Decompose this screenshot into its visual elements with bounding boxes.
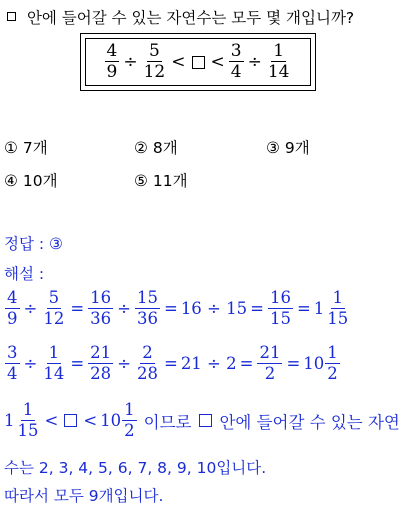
fraction-1-14: $\frac{1}{14}$ <box>267 41 290 82</box>
choice-3[interactable]: ③ 9개 <box>266 139 310 157</box>
div-sign: ÷ <box>247 52 262 72</box>
explanation-line-2: $\frac{3}{4}$ ÷ $\frac{1}{14}$ = $\frac{21}{28}$ ÷ $\frac{2}{28}$ = 21 ÷ 2 = $\frac{21}{2}$ = 10 $\frac{1}{2}$ <box>7 343 338 383</box>
choice-4[interactable]: ④ 10개 <box>4 172 58 190</box>
blank-box <box>199 414 212 427</box>
choice-5[interactable]: ⑤ 11개 <box>134 172 188 190</box>
choice-1[interactable]: ① 7개 <box>4 139 48 157</box>
div-sign: ÷ <box>123 52 138 72</box>
blank-box <box>64 414 77 427</box>
explanation-label: 해설 : <box>4 265 45 283</box>
explanation-line-5: 따라서 모두 9개입니다. <box>4 487 164 505</box>
less-than-sign: < <box>171 52 186 72</box>
expression-box <box>80 33 316 91</box>
fraction-4-9: $\frac{4}{9}$ <box>106 41 118 82</box>
answer-label: 정답 : <box>4 235 45 253</box>
less-than-sign: < <box>210 52 225 72</box>
fraction-5-12: $\frac{5}{12}$ <box>143 41 166 82</box>
explanation-line-4: 수는 2, 3, 4, 5, 6, 7, 8, 9, 10입니다. <box>4 459 267 477</box>
explanation-line-3: 1 $\frac{1}{15}$ < < 10 $\frac{1}{2}$ 이므로 안에 들어갈 수 있는 자연 <box>4 400 400 440</box>
choice-2[interactable]: ② 8개 <box>134 139 178 157</box>
explanation-line-1: $\frac{4}{9}$ ÷ $\frac{5}{12}$ = $\frac{16}{36}$ ÷ $\frac{15}{36}$ = 16 ÷ 15 = $\frac{16}{15}$ = 1 $\frac{1}{15}$ <box>7 288 349 328</box>
question-marker-box <box>7 12 16 21</box>
question-text: 안에 들어갈 수 있는 자연수는 모두 몇 개입니까? <box>26 9 355 27</box>
expression <box>85 38 311 86</box>
answer-value: ③ <box>49 235 63 253</box>
answer-line <box>4 232 63 254</box>
blank-box <box>192 56 205 69</box>
question-line <box>7 6 354 28</box>
fraction-3-4: $\frac{3}{4}$ <box>230 41 242 82</box>
